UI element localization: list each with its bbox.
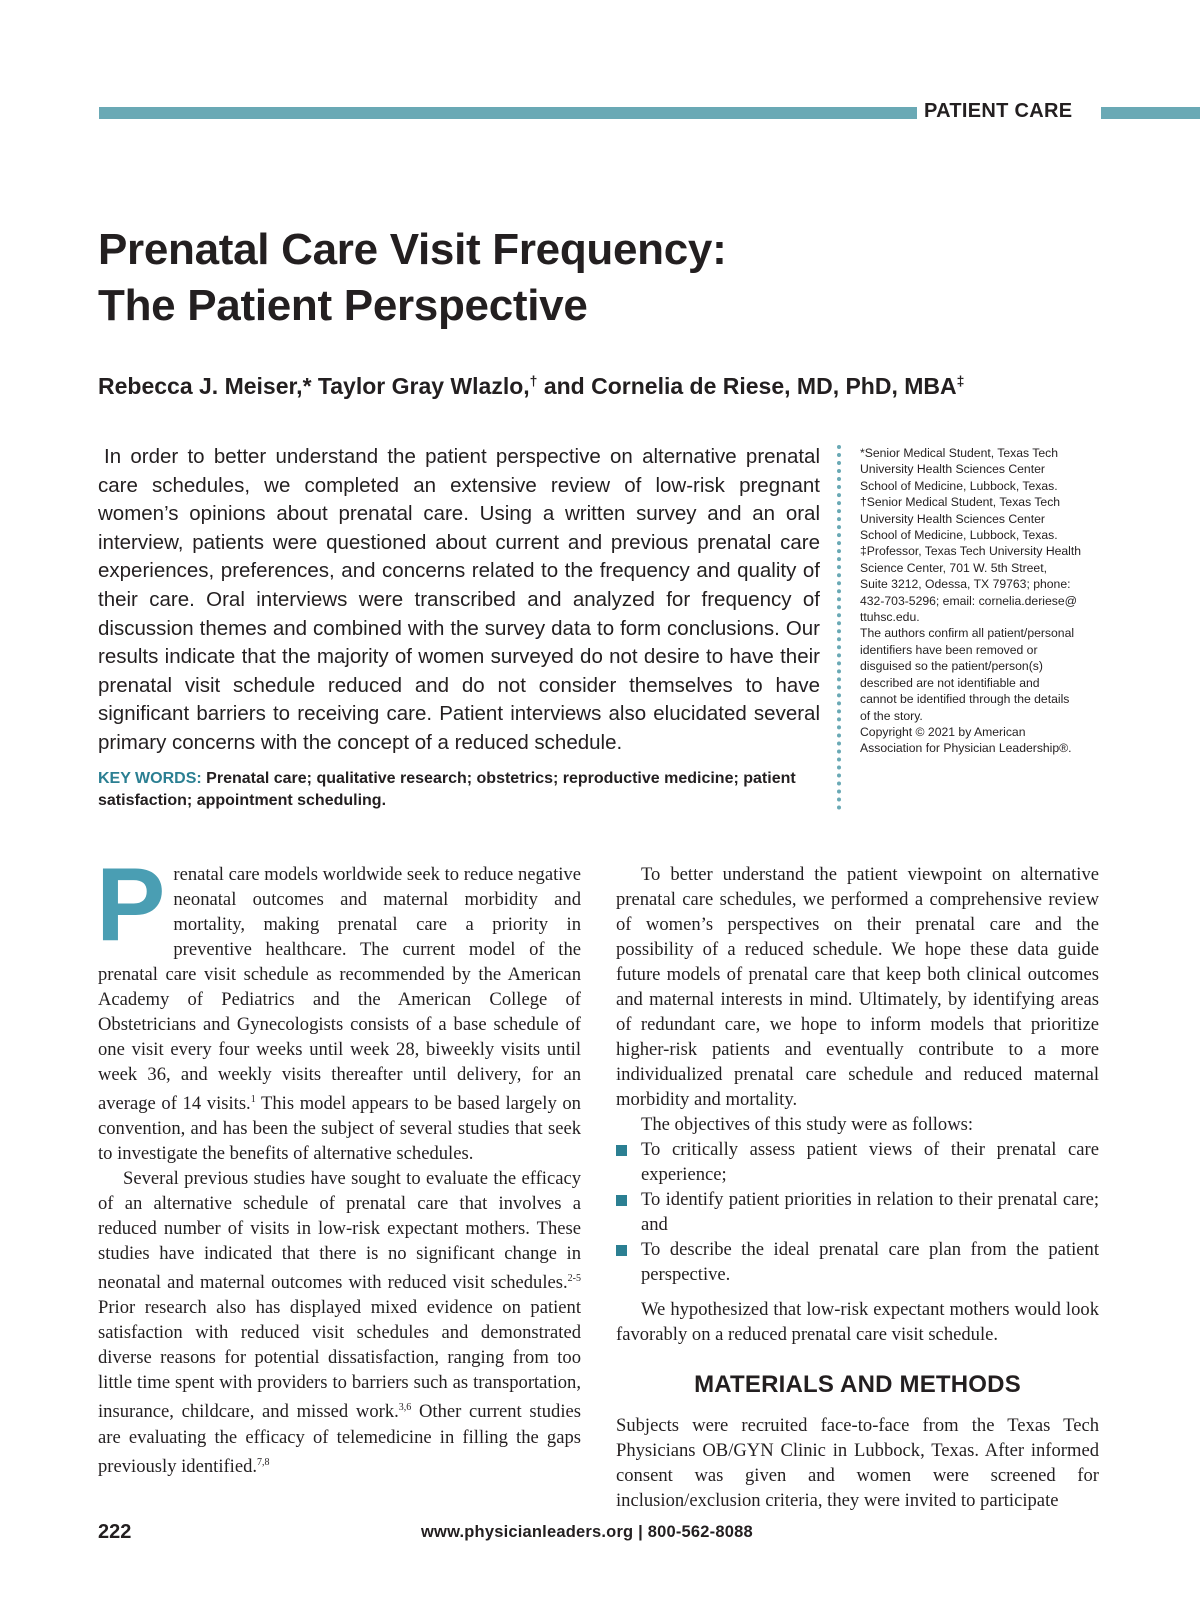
keywords-text: Prenatal care; qualitative research; obstetrics; reproductive medicine; patient satisfaction; appointment scheduling.	[98, 770, 796, 809]
body-column-right	[616, 862, 1099, 1513]
square-bullet-icon	[616, 1195, 627, 1206]
author-note-2: †Senior Medical Student, Texas Tech University Health Sciences Center School of Medicine, Lubbock, Texas.	[860, 495, 1061, 543]
objectives-intro: The objectives of this study were as follows:	[641, 1114, 974, 1135]
title-line-2: The Patient Perspective	[98, 281, 588, 330]
header-rule-right	[1101, 107, 1200, 119]
author-notes	[860, 445, 1096, 757]
sidebar-dotted-divider	[837, 445, 841, 810]
author-mark-double-dagger: ‡	[956, 372, 965, 389]
footer-contact: www.physicianleaders.org | 800-562-8088	[421, 1523, 753, 1541]
drop-cap: P	[96, 847, 166, 963]
reference-1: 1	[250, 1094, 256, 1105]
objective-item	[616, 1237, 1099, 1287]
author-note-3: ‡Professor, Texas Tech University Health Science Center, 701 W. 5th Street, Suite 3212, Odessa, TX 79763; phone: 432-703-5296; email: cornelia.deriese@ ttuhsc.edu.	[860, 544, 1082, 625]
previous-studies-paragraph	[98, 1166, 581, 1479]
keywords-label: KEY WORDS:	[98, 770, 202, 787]
objective-text: To identify patient priorities in relation to their prenatal care; and	[641, 1189, 1099, 1235]
studies-text-c: Other current studies are evaluating the efficacy of telemedicine in filling the gaps previously identified.	[98, 1401, 581, 1477]
body-column-left	[96, 847, 581, 1479]
author-note-1: *Senior Medical Student, Texas Tech University Health Sciences Center School of Medicine, Lubbock, Texas.	[860, 446, 1059, 493]
author-mark-dagger: †	[529, 372, 538, 389]
intro-text-a: renatal care models worldwide seek to reduce negative neonatal outcomes and maternal morbidity and mortality, making prenatal care a priority in preventive healthcare. The current model of the prenatal care visit schedule as recommended by the American Academy of Pediatrics and the American College of Obstetricians and Gynecologists consists of a base schedule of one visit every four weeks until week 28, biweekly visits until week 36, and weekly visits thereafter until delivery, for an average of 14 visits.	[98, 864, 581, 1115]
objective-item	[616, 1187, 1099, 1237]
studies-text-b: Prior research also has displayed mixed evidence on patient satisfaction with reduced visit schedules and demonstrated diverse reasons for potential dissatisfaction, ranging from too little time spent with providers to barriers such as transportation, insurance, childcare, and missed work.	[98, 1297, 581, 1423]
abstract	[98, 443, 820, 758]
intro-paragraph	[96, 847, 581, 1166]
authors-part-2: and Cornelia de Riese, MD, PhD, MBA	[537, 373, 957, 399]
authors-part-1: Rebecca J. Meiser,* Taylor Gray Wlazlo,	[98, 373, 530, 399]
objective-text: To critically assess patient views of their prenatal care experience;	[641, 1139, 1099, 1185]
keywords	[98, 768, 820, 812]
section-tag: PATIENT CARE	[924, 100, 1073, 122]
objective-text: To describe the ideal prenatal care plan from the patient perspective.	[641, 1239, 1099, 1285]
page-number: 222	[98, 1521, 132, 1543]
intro-text-b: This model appears to be based largely on convention, and has been the subject of several studies that seek to investigate the benefits of alternative schedules.	[98, 1093, 581, 1165]
objectives-list	[616, 1137, 1099, 1287]
author-list	[98, 373, 1098, 400]
square-bullet-icon	[616, 1245, 627, 1256]
title-line-1: Prenatal Care Visit Frequency:	[98, 225, 727, 274]
reference-7-8: 7,8	[257, 1456, 270, 1468]
reference-3-6: 3,6	[398, 1402, 412, 1414]
studies-text-a: Several previous studies have sought to evaluate the efficacy of an alternative schedule of prenatal care that involves a reduced number of visits in low-risk expectant mothers. These studies have indicated that there is no significant change in neonatal and maternal outcomes with reduced visit schedules.	[98, 1168, 581, 1294]
methods-paragraph: Subjects were recruited face-to-face from the Texas Tech Physicians OB/GYN Clinic in Lubbock, Texas. After informed consent was given and women were screened for inclusion/exclusion criteria, they were invited to participate	[616, 1415, 1099, 1511]
objective-item	[616, 1137, 1099, 1187]
section-heading-methods: MATERIALS AND METHODS	[694, 1371, 1021, 1398]
square-bullet-icon	[616, 1145, 627, 1156]
purpose-paragraph: To better understand the patient viewpoint on alternative prenatal care schedules, we performed a comprehensive review of women’s perspectives on their prenatal care and the possibility of a reduced schedule. We hope these data guide future models of prenatal care that keep both clinical outcomes and maternal interests in mind. Ultimately, by identifying areas of redundant care, we hope to inform models that prioritize higher-risk patients and eventually contribute to a more individualized prenatal care schedule and reduced maternal morbidity and mortality.	[616, 864, 1099, 1110]
article-title	[98, 222, 998, 334]
hypothesis-paragraph: We hypothesized that low-risk expectant mothers would look favorably on a reduced prenatal care visit schedule.	[616, 1299, 1099, 1345]
header-rule-left	[99, 107, 917, 119]
privacy-note: The authors confirm all patient/personal identifiers have been removed or disguised so the patient/person(s) described are not identifiable and cannot be identified through the details of the story.	[860, 626, 1075, 723]
abstract-text: In order to better understand the patient perspective on alternative prenatal care schedules, we completed an extensive review of low-risk pregnant women’s opinions about prenatal care. Using a written survey and an oral interview, patients were questioned about current and previous prenatal care experiences, preferences, and concerns related to the frequency and quality of their care. Oral interviews were transcribed and analyzed for frequency of discussion themes and combined with the survey data to form conclusions. Our results indicate that the majority of women surveyed do not desire to have their prenatal visit schedule reduced and do not consider themselves to have significant barriers to receiving care. Patient interviews also elucidated several primary concerns with the concept of a reduced schedule.	[98, 445, 820, 754]
reference-2-5: 2-5	[567, 1273, 581, 1285]
copyright-note: Copyright © 2021 by American Association for Physician Leadership®.	[860, 724, 1072, 756]
